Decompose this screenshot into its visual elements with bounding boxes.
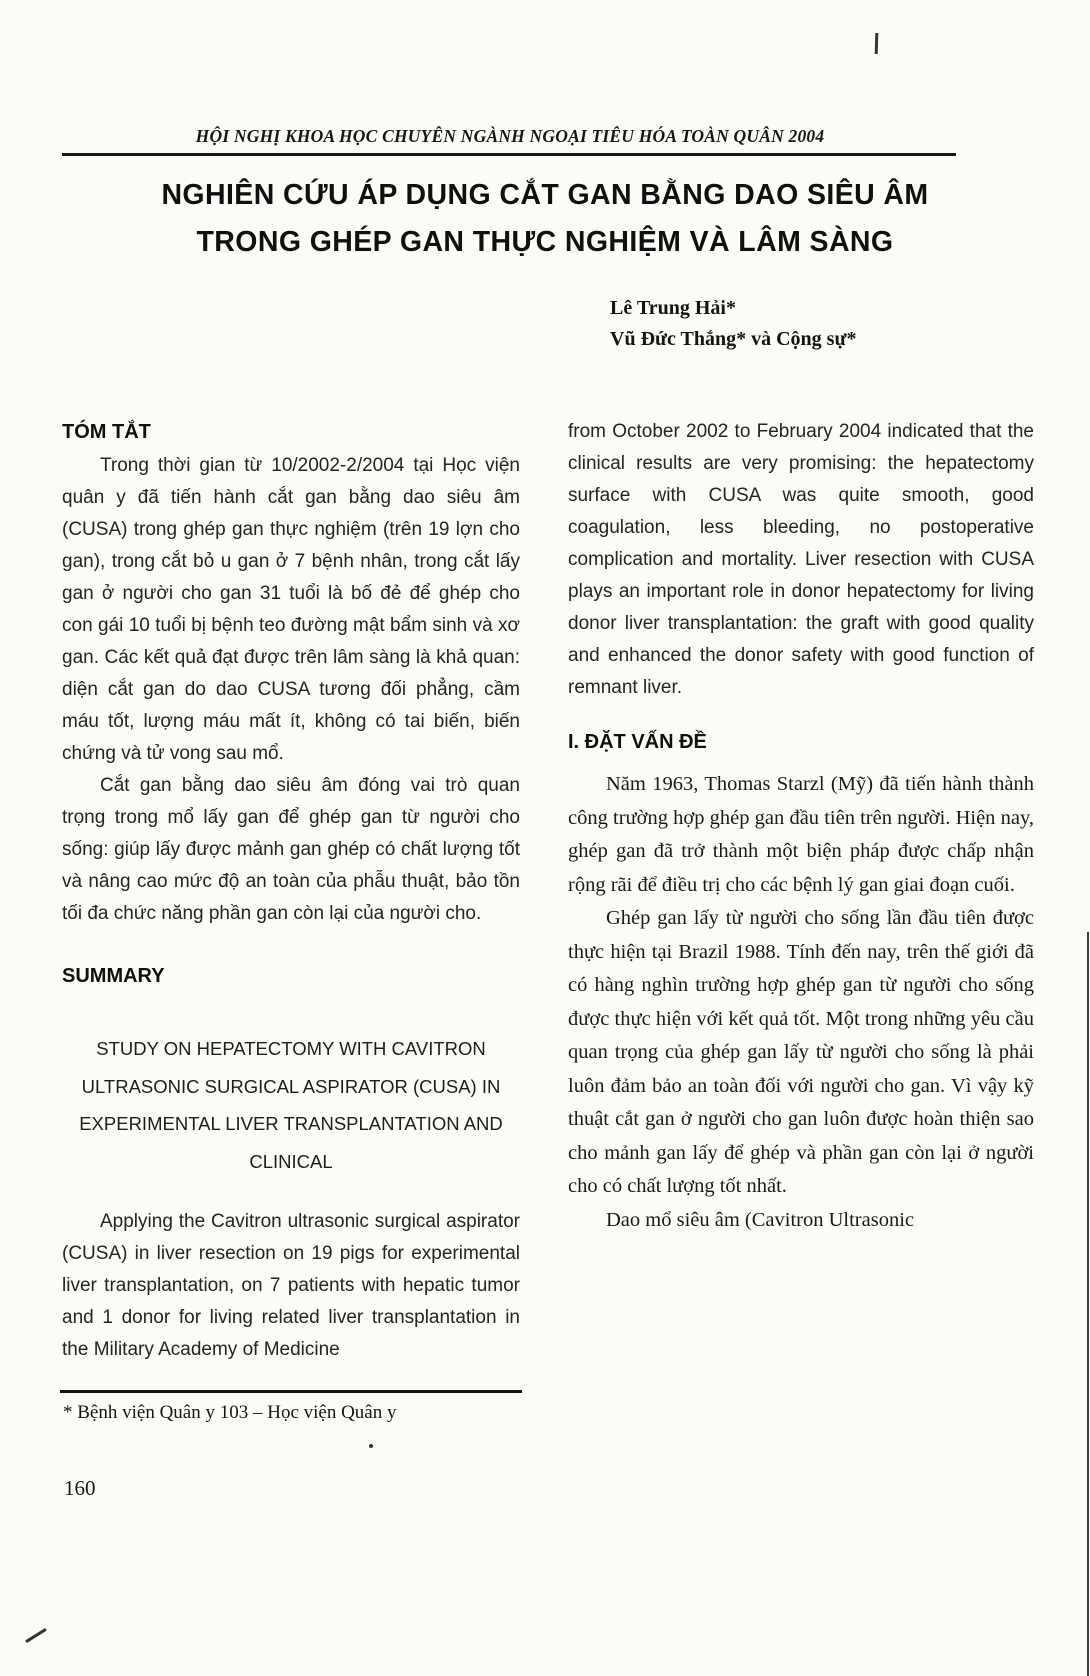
section-1-paragraph-1: Năm 1963, Thomas Starzl (Mỹ) đã tiến hành thành công trường hợp ghép gan đầu tiên trên người. Hiện nay, ghép gan đã trở thành một biện pháp được chấp nhận rộng rãi để điều trị cho các bệnh lý gan giai đoạn cuối. xyxy=(568,773,1034,896)
abstract-paragraph-2: Cắt gan bằng dao siêu âm đóng vai trò quan trọng trong mổ lấy gan để ghép gan từ người cho sống: giúp lấy được mảnh gan ghép có chất lượng tốt và nâng cao mức độ an toàn của phẫu thuật, bảo tồn tối đa chức năng phần gan còn lại của người cho. xyxy=(62,775,520,924)
section-1-paragraph-2: Ghép gan lấy từ người cho sống lần đầu tiên được thực hiện tại Brazil 1988. Tính đến nay, trên thế giới đã có hàng nghìn trường hợp ghép gan từ người cho sống được thực hiện với kết quả tốt. Một trong những yêu cầu quan trọng của ghép gan lấy từ người cho sống là phải luôn đảm bảo an toàn đối với người cho gan. Vì vậy kỹ thuật cắt gan ở người cho gan luôn được hoàn thiện sao cho mảnh gan lấy để ghép và phần gan còn lại ở người cho có chất lượng tốt nhất. xyxy=(568,907,1034,1197)
summary-paragraph-2: from October 2002 to February 2004 indicated that the clinical results are very promising: the hepatectomy surface with CUSA was quite smooth, good coagulation, less bleeding, no postoperative complication and mortality. Liver resection with CUSA plays an important role in donor hepatectomy for living donor liver transplantation: the graft with good quality and enhanced the donor safety with good function of remnant liver. xyxy=(568,421,1034,698)
scan-artifact-right-edge xyxy=(1087,932,1089,1676)
summary-paragraph-1: Applying the Cavitron ultrasonic surgical aspirator (CUSA) in liver resection on 19 pigs for experimental liver transplantation, on 7 patients with hepatic tumor and 1 donor for living related liver transplantation in the Military Academy of Medicine xyxy=(62,1211,520,1360)
right-column xyxy=(568,416,1034,1366)
article-title-line2: TRONG GHÉP GAN THỰC NGHIỆM VÀ LÂM SÀNG xyxy=(196,226,894,258)
summary-study-title: STUDY ON HEPATECTOMY WITH CAVITRON ULTRASONIC SURGICAL ASPIRATOR (CUSA) IN EXPERIMENTAL LIVER TRANSPLANTATION AND CLINICAL xyxy=(79,1038,503,1172)
article-title xyxy=(0,172,1090,266)
footnote-rule xyxy=(60,1390,522,1393)
two-column-body xyxy=(62,416,1034,1366)
section-1-heading: I. ĐẶT VẤN ĐỀ xyxy=(568,731,707,753)
summary-heading: SUMMARY xyxy=(62,965,165,987)
scan-artifact-top-tick xyxy=(875,33,879,54)
author-1: Lê Trung Hải* xyxy=(610,297,736,319)
author-2: Vũ Đức Thắng* và Cộng sự* xyxy=(610,328,857,350)
article-title-line1: NGHIÊN CỨU ÁP DỤNG CẮT GAN BẰNG DAO SIÊU ÂM xyxy=(161,179,929,211)
scan-artifact-dot xyxy=(369,1444,373,1448)
running-head: HỘI NGHỊ KHOA HỌC CHUYÊN NGÀNH NGOẠI TIÊU HÓA TOÀN QUÂN 2004 xyxy=(195,126,825,146)
authors-block xyxy=(610,293,856,355)
section-1-paragraph-3: Dao mổ siêu âm (Cavitron Ultrasonic xyxy=(606,1208,915,1231)
footnote: * Bệnh viện Quân y 103 – Học viện Quân y xyxy=(63,1402,397,1423)
abstract-paragraph-1: Trong thời gian từ 10/2002-2/2004 tại Học viện quân y đã tiến hành cắt gan bằng dao siêu âm (CUSA) trong ghép gan thực nghiệm (trên 19 lợn cho gan), trong cắt bỏ u gan ở 7 bệnh nhân, trong cắt lấy gan ở người cho gan 31 tuổi là bố đẻ để ghép cho con gái 10 tuổi bị bệnh teo đường mật bẩm sinh và xơ gan. Các kết quả đạt được trên lâm sàng là khả quan: diện cắt gan do dao CUSA tương đối phẳng, cầm máu tốt, lượng máu mất ít, không có tai biến, biến chứng và tử vong sau mổ. xyxy=(62,455,520,764)
page-number: 160 xyxy=(64,1476,96,1500)
left-column xyxy=(62,416,520,1366)
abstract-heading: TÓM TẮT xyxy=(62,421,151,443)
scan-artifact-bottom-left xyxy=(25,1628,47,1643)
header-rule xyxy=(62,153,956,156)
